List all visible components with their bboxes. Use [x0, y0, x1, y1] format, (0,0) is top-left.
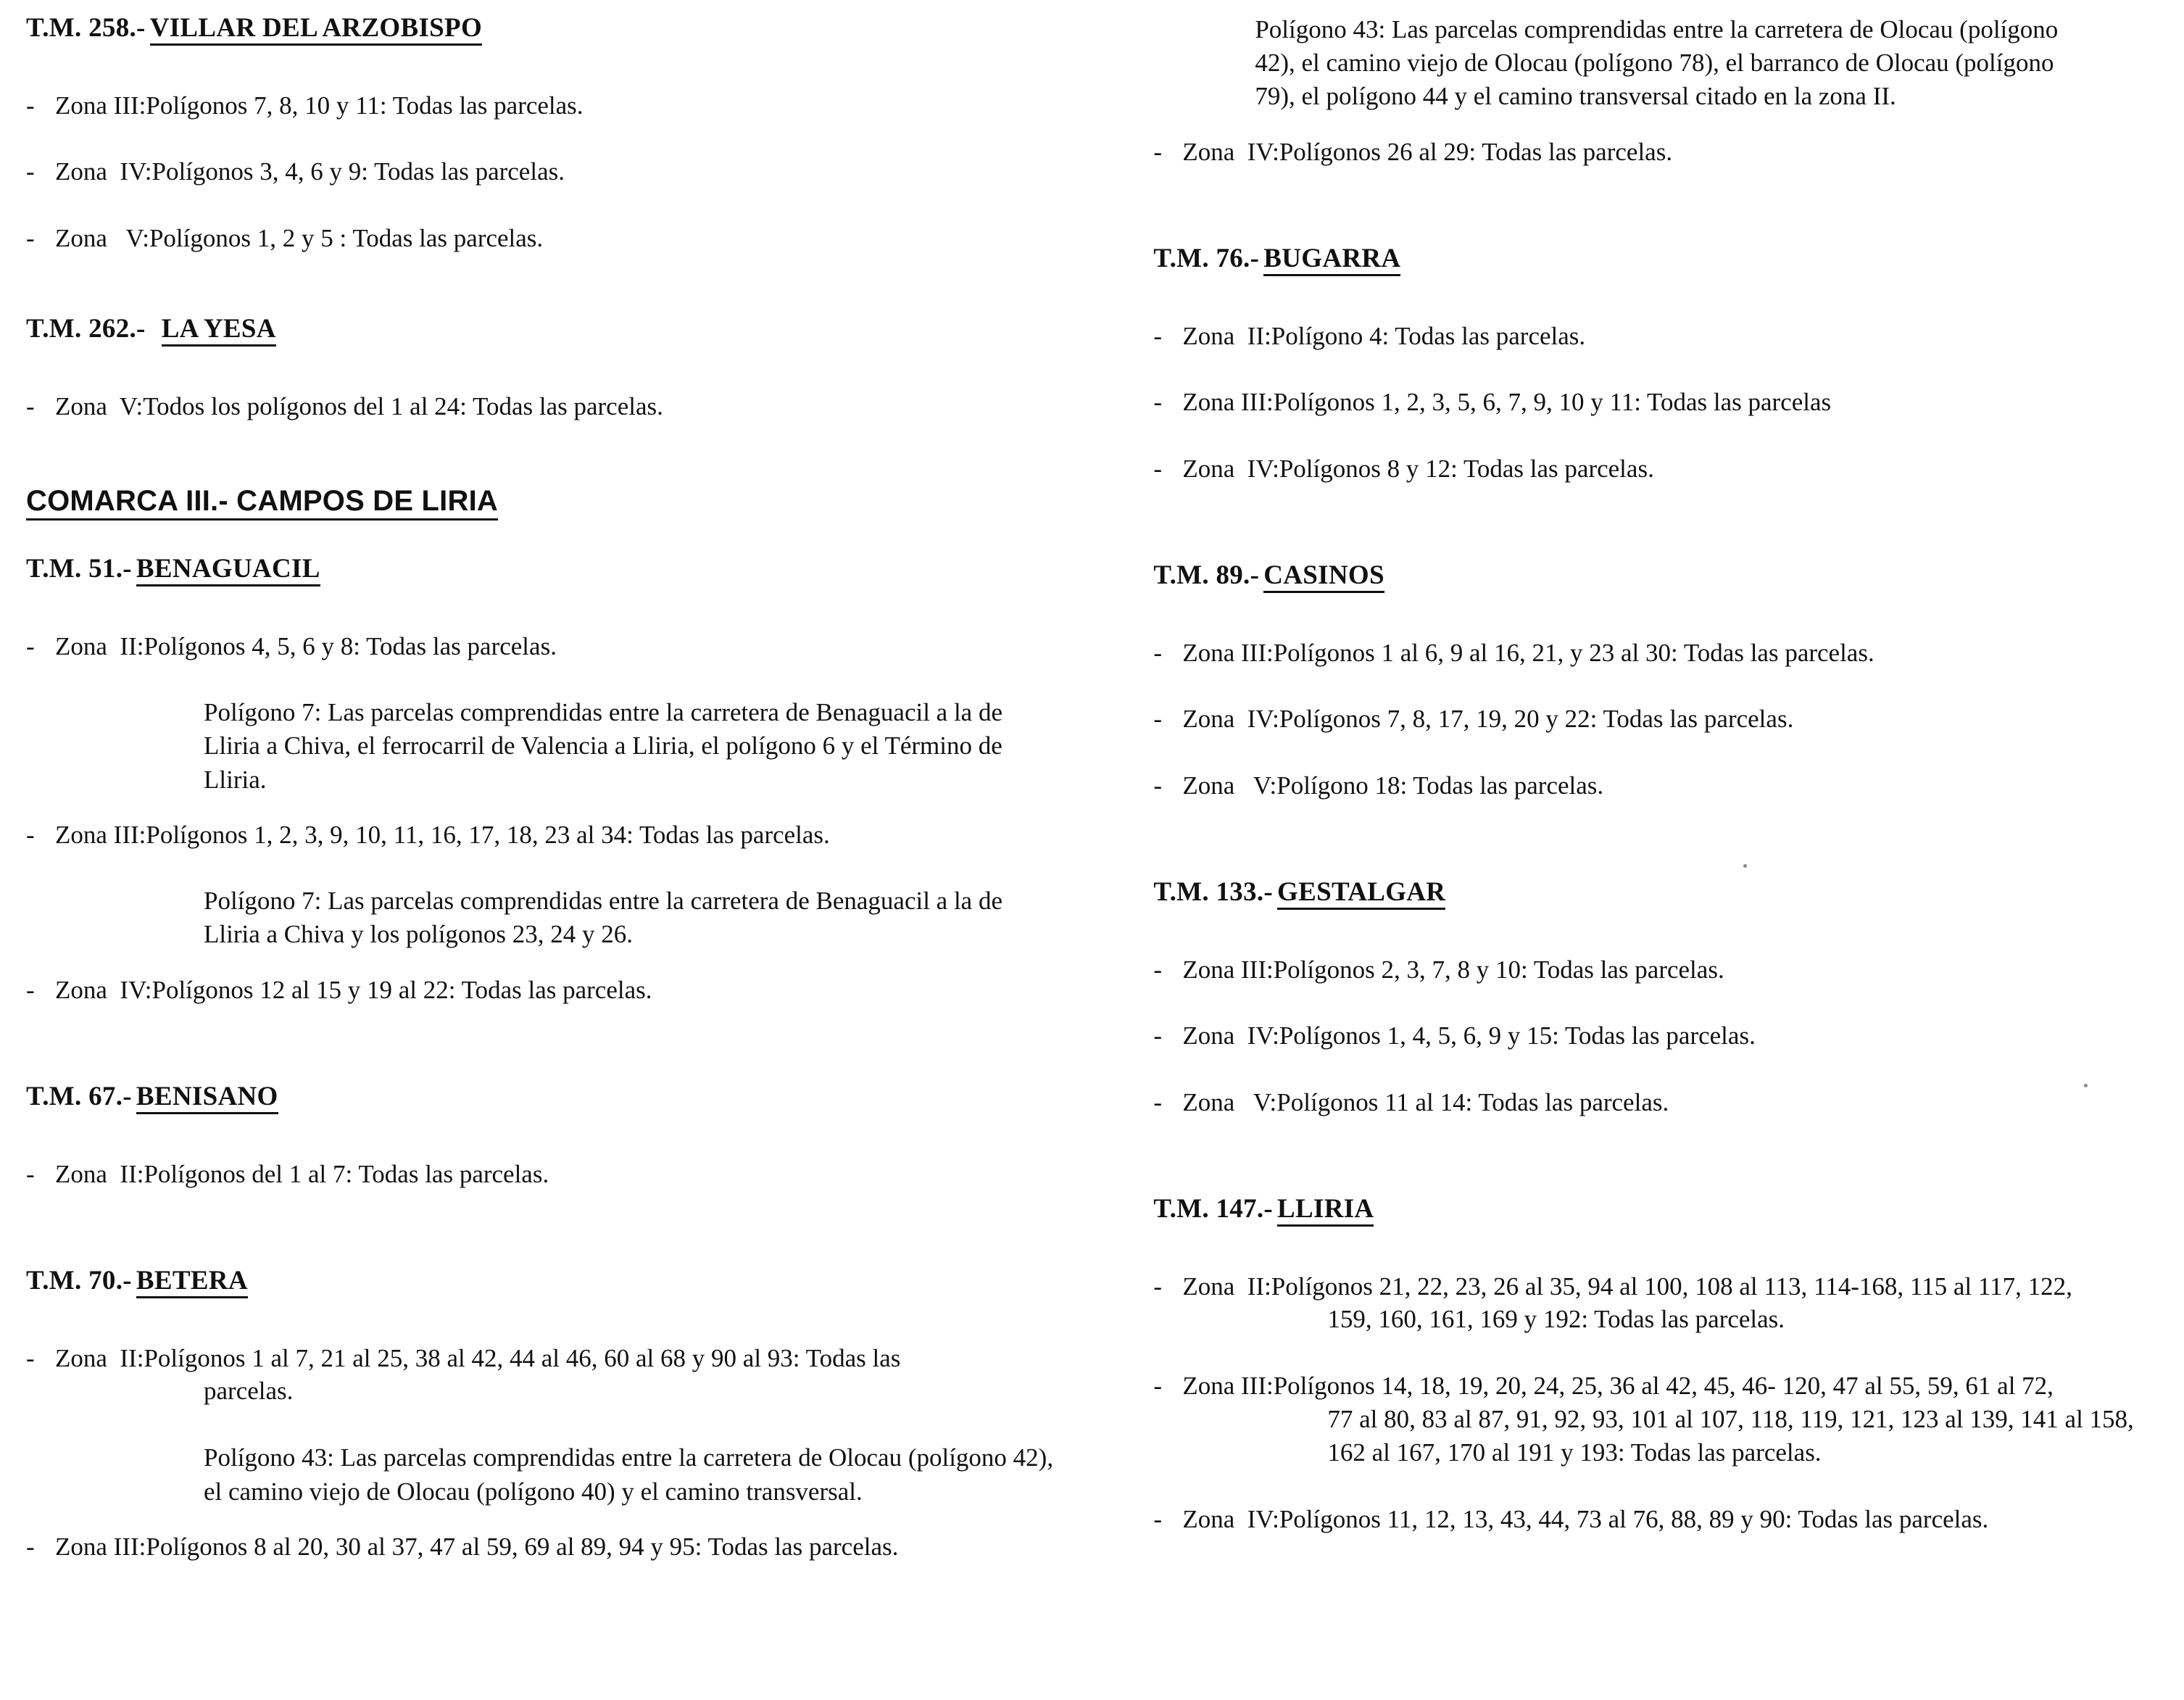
- zone-line: [26, 1342, 1104, 1375]
- zone-label: Zona III:: [1182, 1372, 1274, 1401]
- zone-text: Polígonos 4, 5, 6 y 8: Todas las parcelas.: [144, 631, 557, 660]
- bullet-dash: -: [1153, 1372, 1162, 1401]
- zone-label: Zona III:: [1182, 638, 1274, 667]
- tm-name: BENAGUACIL: [136, 554, 320, 586]
- paragraph-block: [1255, 13, 2155, 114]
- zone-label: Zona IV:: [55, 157, 152, 186]
- zone-line: [26, 89, 1104, 123]
- bullet-dash: -: [1153, 388, 1162, 417]
- zone-label: Zona IV:: [55, 975, 152, 1004]
- tm-code: T.M. 133.-: [1153, 877, 1274, 908]
- section-heading: [1153, 1194, 2155, 1225]
- paragraph-line: Polígono 7: Las parcelas comprendidas entre la carretera de Benaguacil a la de: [204, 887, 1003, 916]
- bullet-dash: -: [1153, 1021, 1162, 1050]
- zone-label: Zona II:: [1182, 321, 1271, 350]
- paragraph-line: Polígono 43: Las parcelas comprendidas entre la carretera de Olocau (polígono 42),: [204, 1443, 1054, 1472]
- bullet-dash: -: [26, 1343, 35, 1372]
- bullet-dash: -: [26, 631, 35, 660]
- section-betera: [26, 1190, 1104, 1563]
- tm-code: T.M. 89.-: [1153, 560, 1260, 591]
- tm-code: T.M. 262.-: [26, 314, 146, 344]
- section-la-yesa: [26, 254, 1104, 423]
- bullet-dash: -: [1153, 1505, 1162, 1534]
- zone-label: Zona V:: [55, 223, 149, 252]
- bullet-dash: -: [1153, 771, 1162, 800]
- paragraph-line: Polígono 43: Las parcelas comprendidas entre la carretera de Olocau (polígono: [1255, 15, 2059, 43]
- bullet-dash: -: [1153, 321, 1162, 350]
- paragraph-block: [204, 1441, 1104, 1508]
- zone-text: Polígonos 1, 2, 3, 9, 10, 11, 16, 17, 18, 23 al 34: Todas las parcelas.: [146, 820, 830, 849]
- comarca-heading: COMARCA III.- CAMPOS DE LIRIA: [26, 485, 498, 521]
- tm-name: LA YESA: [162, 314, 276, 347]
- scan-speckle: [2084, 1084, 2088, 1087]
- bullet-dash: -: [1153, 137, 1162, 166]
- zone-text: Polígono 18: Todas las parcelas.: [1276, 771, 1604, 800]
- zone-label: Zona III:: [55, 820, 146, 849]
- zone-text: Polígonos 11, 12, 13, 43, 44, 73 al 76, 88, 89 y 90: Todas las parcelas.: [1279, 1505, 1989, 1534]
- zone-text: Polígonos 1, 2, 3, 5, 6, 7, 9, 10 y 11: Todas las parcelas: [1273, 388, 1832, 417]
- right-column: [1133, 13, 2155, 1700]
- zone-line: [1153, 953, 2155, 987]
- zone-label: Zona IV:: [1182, 1021, 1279, 1050]
- section-heading: [1153, 877, 2155, 908]
- zone-line: [1153, 1270, 2155, 1303]
- zone-text: Polígonos 1 al 7, 21 al 25, 38 al 42, 44 al 46, 60 al 68 y 90 al 93: Todas las: [144, 1343, 901, 1372]
- bullet-dash: -: [26, 157, 35, 186]
- zone-label: Zona IV:: [1182, 137, 1279, 166]
- section-heading: [1153, 560, 2155, 592]
- paragraph-block: [204, 884, 1104, 951]
- section-benaguacil: [26, 521, 1104, 1006]
- section-lliria: [1153, 1119, 2155, 1536]
- paragraph-line: 79), el polígono 44 y el camino transversal citado en la zona II.: [1255, 82, 1896, 111]
- bullet-dash: -: [1153, 705, 1162, 734]
- continuation-line: 77 al 80, 83 al 87, 91, 92, 93, 101 al 107, 118, 119, 121, 123 al 139, 141 al 158,: [1327, 1404, 2134, 1433]
- tm-name: LLIRIA: [1277, 1194, 1374, 1227]
- bullet-dash: -: [1153, 1087, 1162, 1116]
- zone-line: [1153, 637, 2155, 670]
- tm-name: VILLAR DEL ARZOBISPO: [150, 13, 482, 46]
- paragraph-line: 42), el camino viejo de Olocau (polígono 78), el barranco de Olocau (polígono: [1255, 49, 2054, 78]
- paragraph-line: el camino viejo de Olocau (polígono 40) y el camino transversal.: [204, 1477, 863, 1506]
- zone-label: Zona IV:: [1182, 705, 1279, 734]
- bullet-dash: -: [1153, 454, 1162, 483]
- zone-line: [1153, 769, 2155, 803]
- zone-line: [26, 818, 1104, 852]
- zone-label: Zona V:: [1182, 1087, 1277, 1116]
- bullet-dash: -: [26, 223, 35, 252]
- zone-label: Zona III:: [55, 1532, 146, 1561]
- zone-line: [1153, 136, 2155, 169]
- zone-text: Polígonos 11 al 14: Todas las parcelas.: [1276, 1087, 1669, 1116]
- zone-line: [26, 630, 1104, 663]
- zone-line: [26, 974, 1104, 1007]
- zone-text: Polígonos 21, 22, 23, 26 al 35, 94 al 100, 108 al 113, 114-168, 115 al 117, 122,: [1271, 1272, 2072, 1301]
- zone-label: Zona III:: [1182, 388, 1274, 417]
- bullet-dash: -: [1153, 1272, 1162, 1301]
- zone-text: Polígonos 3, 4, 6 y 9: Todas las parcelas.: [151, 157, 565, 186]
- zone-line: [26, 155, 1104, 188]
- zone-line: [26, 1530, 1104, 1564]
- zone-text: Polígonos 12 al 15 y 19 al 22: Todas las parcelas.: [151, 975, 652, 1004]
- zone-text: Polígonos del 1 al 7: Todas las parcelas.: [144, 1159, 549, 1188]
- bullet-dash: -: [1153, 955, 1162, 984]
- zone-label: Zona II:: [1182, 1272, 1271, 1301]
- zone-text: Polígonos 1, 2 y 5 : Todas las parcelas.: [149, 223, 544, 252]
- tm-code: T.M. 76.-: [1153, 244, 1260, 274]
- paragraph-line: Polígono 7: Las parcelas comprendidas entre la carretera de Benaguacil a la de: [204, 698, 1003, 727]
- zone-line: [1153, 1503, 2155, 1536]
- zone-label: Zona III:: [55, 91, 146, 120]
- zone-line: [1153, 702, 2155, 736]
- bullet-dash: -: [26, 975, 35, 1004]
- zone-line: [1153, 1086, 2155, 1119]
- bullet-dash: -: [26, 391, 35, 420]
- zone-label: Zona V:: [1182, 771, 1277, 800]
- bullet-dash: -: [1153, 638, 1162, 667]
- section-heading: [26, 314, 1104, 345]
- zone-text: Polígonos 2, 3, 7, 8 y 10: Todas las parcelas.: [1273, 955, 1724, 984]
- zone-text: Polígonos 7, 8, 10 y 11: Todas las parcelas.: [146, 91, 584, 120]
- tm-code: T.M. 258.-: [26, 13, 146, 43]
- continuation-line: 159, 160, 161, 169 y 192: Todas las parcelas.: [1327, 1305, 1785, 1334]
- tm-name: BENISANO: [136, 1082, 278, 1114]
- scan-speckle: [1743, 864, 1747, 868]
- tm-name: GESTALGAR: [1277, 877, 1445, 910]
- bullet-dash: -: [26, 1532, 35, 1561]
- bullet-dash: -: [26, 1159, 35, 1188]
- left-column: [26, 13, 1133, 1700]
- tm-code: T.M. 51.-: [26, 554, 132, 584]
- zone-text: Polígonos 26 al 29: Todas las parcelas.: [1279, 137, 1673, 166]
- section-heading: [26, 554, 1104, 585]
- zone-line: [1153, 1369, 2155, 1403]
- tm-name: BETERA: [136, 1266, 248, 1298]
- paragraph-line: Lliria a Chiva, el ferrocarril de Valencia a Lliria, el polígono 6 y el Término de: [204, 731, 1002, 760]
- section-benisano: [26, 1006, 1104, 1190]
- zone-text: Polígonos 7, 8, 17, 19, 20 y 22: Todas las parcelas.: [1279, 705, 1794, 734]
- zone-line: [26, 1158, 1104, 1191]
- paragraph-line: Lliria.: [204, 765, 267, 794]
- tm-code: T.M. 67.-: [26, 1082, 132, 1112]
- zone-line: [1153, 452, 2155, 486]
- zone-label: Zona II:: [55, 631, 144, 660]
- tm-code: T.M. 147.-: [1153, 1194, 1274, 1224]
- bullet-dash: -: [26, 91, 35, 120]
- section-bugarra: [1153, 168, 2155, 485]
- bullet-dash: -: [26, 820, 35, 849]
- zone-text: Polígono 4: Todas las parcelas.: [1271, 321, 1586, 350]
- section-heading: [26, 1082, 1104, 1113]
- tm-name: CASINOS: [1263, 560, 1384, 593]
- zone-label: Zona II:: [55, 1343, 144, 1372]
- zone-line: [1153, 1019, 2155, 1053]
- zone-label: Zona IV:: [1182, 454, 1279, 483]
- zone-line: [1153, 386, 2155, 419]
- section-heading: [26, 1266, 1104, 1297]
- zone-text: Todos los polígonos del 1 al 24: Todas las parcelas.: [143, 391, 663, 420]
- section-betera-continuation: [1153, 13, 2155, 168]
- zone-label: Zona V:: [55, 391, 144, 420]
- continuation-line: parcelas.: [204, 1377, 294, 1406]
- zone-label: Zona II:: [55, 1159, 144, 1188]
- section-heading: [1153, 244, 2155, 275]
- zone-label: Zona III:: [1182, 955, 1274, 984]
- section-gestalgar: [1153, 802, 2155, 1119]
- zone-line: [1153, 320, 2155, 353]
- zone-text: Polígonos 8 y 12: Todas las parcelas.: [1279, 454, 1654, 483]
- continuation-line: 162 al 167, 170 al 191 y 193: Todas las parcelas.: [1327, 1438, 1822, 1467]
- section-casinos: [1153, 485, 2155, 802]
- zone-line: [26, 390, 1104, 423]
- paragraph-line: Lliria a Chiva y los polígonos 23, 24 y 26.: [204, 920, 634, 949]
- tm-code: T.M. 70.-: [26, 1266, 132, 1296]
- zone-text: Polígonos 14, 18, 19, 20, 24, 25, 36 al 42, 45, 46- 120, 47 al 55, 59, 61 al 72,: [1273, 1372, 2054, 1401]
- tm-name: BUGARRA: [1263, 244, 1400, 276]
- section-heading: [26, 13, 1104, 44]
- zone-text: Polígonos 1, 4, 5, 6, 9 y 15: Todas las parcelas.: [1279, 1021, 1756, 1050]
- zone-label: Zona IV:: [1182, 1505, 1279, 1534]
- zone-text: Polígonos 8 al 20, 30 al 37, 47 al 59, 69 al 89, 94 y 95: Todas las parcelas.: [146, 1532, 899, 1561]
- paragraph-block: [204, 696, 1104, 797]
- zone-text: Polígonos 1 al 6, 9 al 16, 21, y 23 al 30: Todas las parcelas.: [1273, 638, 1874, 667]
- section-villar-del-arzobispo: [26, 13, 1104, 254]
- zone-line: [26, 222, 1104, 255]
